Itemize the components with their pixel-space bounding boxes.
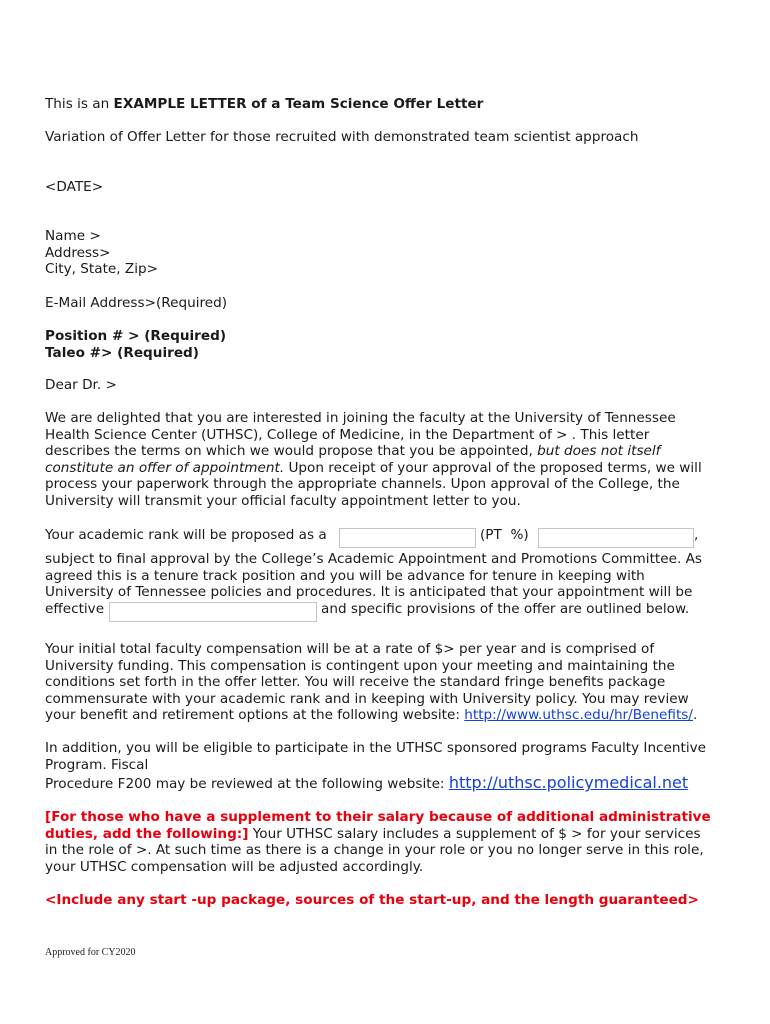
comp-line-5-end: . bbox=[692, 707, 698, 724]
address-line-address: Address> bbox=[45, 244, 111, 261]
comp-line-5-text: your benefit and retirement options at the following website: bbox=[45, 707, 465, 724]
email-line bbox=[45, 295, 227, 312]
paragraph-supplement bbox=[45, 809, 711, 875]
intro-line-4-text: Upon receipt of your approval of the proposed terms, we will bbox=[284, 459, 702, 476]
address-line-city: City, State, Zip> bbox=[45, 261, 159, 278]
comp-line-3: conditions set forth in the offer letter. You will receive the standard fringe benefits package bbox=[45, 674, 666, 691]
date-text: <DATE> bbox=[45, 179, 104, 195]
paragraph-compensation bbox=[45, 641, 697, 724]
rank-line-1 bbox=[45, 527, 327, 544]
effective-date-field[interactable] bbox=[109, 602, 317, 622]
comp-line-1: Your initial total faculty compensation will be at a rate of $> per year and is comprised of bbox=[45, 641, 655, 657]
variation-line bbox=[45, 129, 638, 146]
intro-line-2: Health Science Center (UTHSC), College of Medicine, in the Department of > . This letter bbox=[45, 426, 650, 443]
variation-text: Variation of Offer Letter for those recruited with demonstrated team scientist approach bbox=[45, 129, 639, 145]
pt-label-text: (PT %) bbox=[480, 527, 529, 543]
intro-line-3-italic: but does not itself bbox=[537, 443, 661, 460]
supplement-line-2-text: Your UTHSC salary includes a supplement of $ > for your services bbox=[248, 825, 701, 842]
supplement-line-4: your UTHSC compensation will be adjusted accordingly. bbox=[45, 858, 424, 875]
supplement-line-3: in the role of >. At such time as there is a change in your role or you no longer serve in this role, bbox=[45, 842, 704, 859]
supplement-line-2-red: duties, add the following:] bbox=[45, 825, 249, 842]
paragraph-incentive bbox=[45, 740, 706, 794]
incentive-line-3 bbox=[45, 773, 706, 794]
intro-line-6: University will transmit your official faculty appointment letter to you. bbox=[45, 492, 521, 509]
startup-note-text: <Include any start -up package, sources of the start-up, and the length guaranteed> bbox=[45, 892, 699, 908]
effective-label bbox=[45, 601, 104, 618]
supplement-line-2 bbox=[45, 826, 711, 843]
intro-line-5: process your paperwork through the appropriate channels. Upon approval of the College, the bbox=[45, 476, 680, 493]
comp-line-2: University funding. This compensation is contingent upon your meeting and maintaining the bbox=[45, 657, 675, 674]
position-block bbox=[45, 328, 226, 361]
startup-note bbox=[45, 892, 699, 909]
incentive-line-1: In addition, you will be eligible to participate in the UTHSC sponsored programs Faculty Incentive bbox=[45, 740, 707, 756]
address-block bbox=[45, 228, 158, 278]
salutation-text: Dear Dr. > bbox=[45, 377, 117, 393]
heading-prefix: This is an bbox=[45, 96, 114, 112]
salutation bbox=[45, 377, 117, 394]
rank-comma-text: , bbox=[694, 527, 699, 543]
academic-rank-field[interactable] bbox=[339, 528, 476, 548]
effective-rest-text: and specific provisions of the offer are outlined below. bbox=[321, 601, 690, 617]
rank-line-3: agreed this is a tenure track position and you will be advance for tenure in keeping with bbox=[45, 567, 645, 584]
rank-line-2: subject to final approval by the College’s Academic Appointment and Promotions Committee. As bbox=[45, 551, 702, 567]
intro-line-3 bbox=[45, 443, 702, 460]
incentive-line-2: Program. Fiscal bbox=[45, 756, 149, 773]
effective-rest bbox=[321, 601, 689, 618]
incentive-line-3-text: Procedure F200 may be reviewed at the following website: bbox=[45, 776, 449, 793]
effective-label-text: effective bbox=[45, 601, 105, 617]
rank-comma bbox=[694, 527, 698, 544]
comp-line-5 bbox=[45, 707, 697, 724]
comp-line-4: commensurate with your academic rank and in keeping with University policy. You may review bbox=[45, 690, 689, 707]
benefits-link[interactable]: http://www.uthsc.edu/hr/Benefits/ bbox=[464, 707, 693, 724]
paragraph-intro bbox=[45, 410, 702, 510]
rank-intro-text: Your academic rank will be proposed as a bbox=[45, 527, 327, 543]
pt-percent-field[interactable] bbox=[538, 528, 694, 548]
date-line bbox=[45, 179, 103, 196]
heading-title: EXAMPLE LETTER of a Team Science Offer Letter bbox=[113, 96, 484, 112]
example-heading bbox=[45, 96, 483, 113]
taleo-line: Taleo #> (Required) bbox=[45, 344, 199, 361]
paragraph-rank bbox=[45, 551, 702, 601]
intro-line-3-text: describes the terms on which we would propose that you be appointed, bbox=[45, 443, 538, 460]
approval-footer: Approved for CY2020 bbox=[45, 947, 136, 958]
pt-label bbox=[480, 527, 529, 544]
supplement-line-1: [For those who have a supplement to their salary because of additional administrative bbox=[45, 809, 711, 825]
intro-line-4-italic: constitute an offer of appointment. bbox=[45, 459, 285, 476]
intro-line-4 bbox=[45, 460, 702, 477]
address-line-name: Name > bbox=[45, 228, 101, 244]
position-line: Position # > (Required) bbox=[45, 328, 227, 344]
policy-link[interactable]: http://uthsc.policymedical.net bbox=[448, 773, 689, 793]
email-text: E-Mail Address>(Required) bbox=[45, 295, 228, 311]
intro-line-1: We are delighted that you are interested in joining the faculty at the University of Tennessee bbox=[45, 410, 676, 426]
rank-line-4: University of Tennessee policies and procedures. It is anticipated that your appointment will be bbox=[45, 584, 693, 601]
